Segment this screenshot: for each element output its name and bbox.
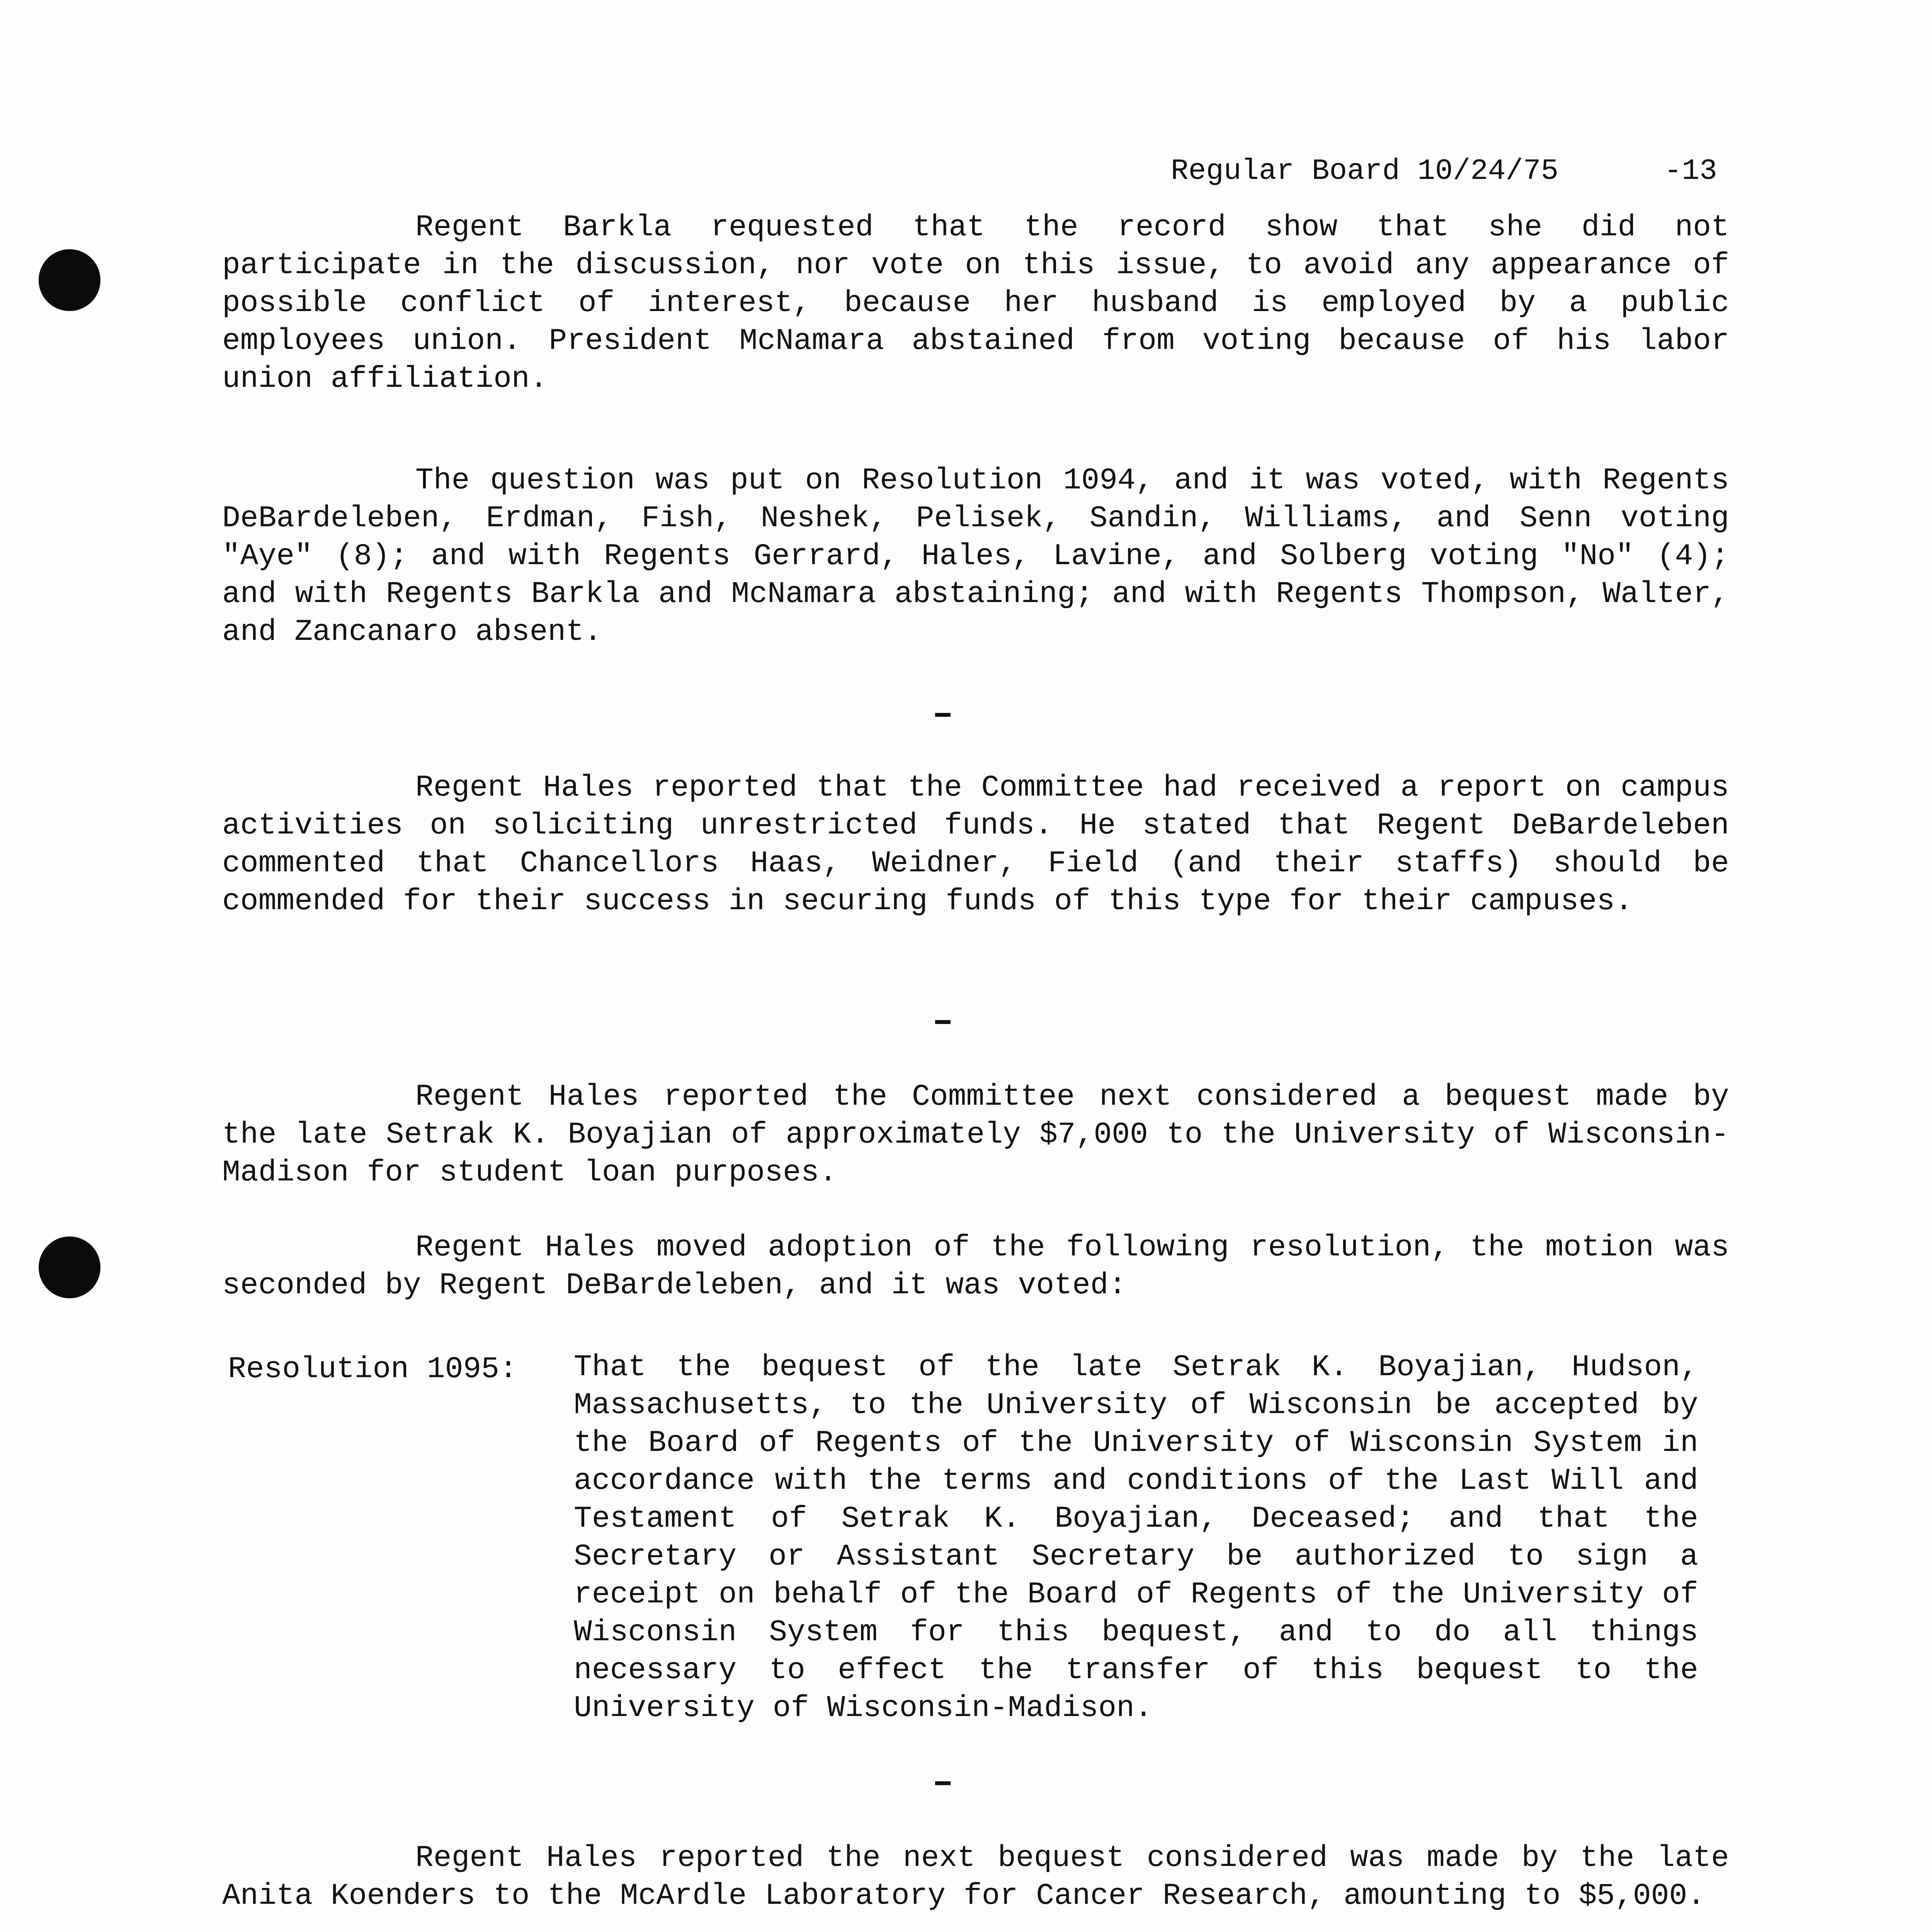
page-header xyxy=(1171,155,1717,188)
header-title: Regular Board 10/24/75 xyxy=(1171,155,1559,188)
paragraph-boyajian-bequest: Regent Hales reported the Committee next considered a bequest made by the late Setrak K. Boyajian of approximately $7,000 to the University of Wisconsin-Madison for student loan purposes. xyxy=(222,1080,1729,1190)
section-separator xyxy=(935,1781,951,1785)
resolution-1095-label: Resolution 1095: xyxy=(228,1352,517,1386)
paragraph-barkla-abstention: Regent Barkla requested that the record show that she did not participate in the discussion, nor vote on this issue, to avoid any appearance of possible conflict of interest, because her husband is employed by a public employees union. President McNamara abstained from voting because of his labor union affiliation. xyxy=(222,211,1729,396)
paragraph-koenders-bequest: Regent Hales reported the next bequest considered was made by the late Anita Koenders to the McArdle Laboratory for Cancer Research, amounting to $5,000. xyxy=(222,1841,1729,1913)
paragraph-resolution-1094-vote: The question was put on Resolution 1094, and it was voted, with Regents DeBardeleben, Erdman, Fish, Neshek, Pelisek, Sandin, Williams, and Senn voting "Aye" (8); and with Regents Gerrard, Hales, Lavine, and Solberg voting "No" (4); and with Regents Barkla and McNamara abstaining; and with Regents Thompson, Walter, and Zancanaro absent. xyxy=(222,464,1729,649)
punch-hole xyxy=(39,1236,100,1298)
punch-hole xyxy=(39,249,100,311)
paragraph-motion-1095: Regent Hales moved adoption of the following resolution, the motion was seconded by Regent DeBardeleben, and it was voted: xyxy=(222,1231,1729,1303)
page-number: -13 xyxy=(1664,155,1717,188)
section-separator xyxy=(935,713,951,717)
paragraph-unrestricted-funds: Regent Hales reported that the Committee had received a report on campus activities on soliciting unrestricted funds. He stated that Regent DeBardeleben commented that Chancellors Haas, Weidner, Field (and their staffs) should be commended for their success in securing funds of this type for their campuses. xyxy=(222,771,1729,918)
section-separator xyxy=(935,1020,951,1024)
resolution-1095-text: That the bequest of the late Setrak K. Boyajian, Hudson, Massachusetts, to the University of Wisconsin be accepted by the Board of Regents of the University of Wisconsin System in accordance with the terms and conditions of the Last Will and Testament of Setrak K. Boyajian, Deceased; and that the Secretary or Assistant Secretary be authorized to sign a receipt on behalf of the Board of Regents of the University of Wisconsin System for this bequest, and to do all things necessary to effect the transfer of this bequest to the University of Wisconsin-Madison. xyxy=(574,1350,1698,1725)
